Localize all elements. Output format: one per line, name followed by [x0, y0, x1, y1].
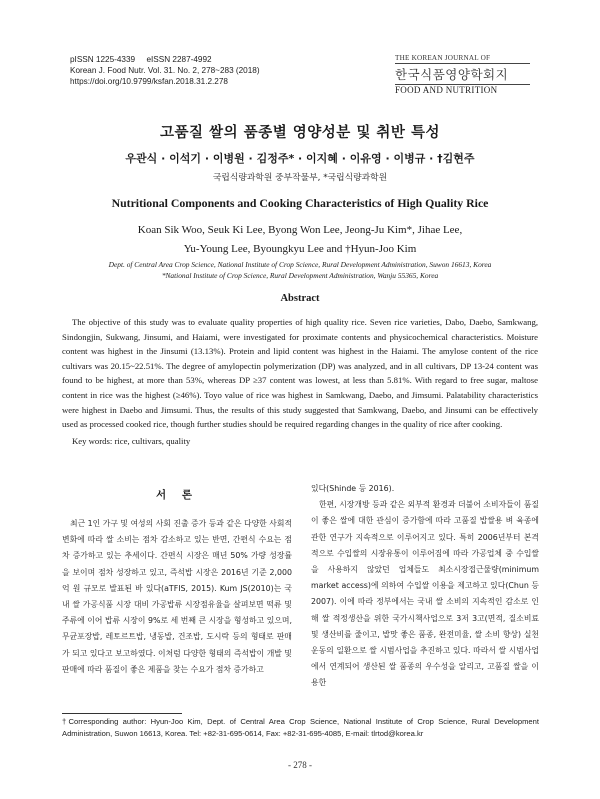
affiliation-english-line-2: *National Institute of Crop Science, Rural Development Administration, Wanju 55365, Korea [161, 271, 439, 280]
doi-link[interactable]: https://doi.org/10.9799/ksfan.2018.31.2.278 [70, 77, 228, 86]
authors-english-line-2: Yu-Young Lee, Byoungkyu Lee and †Hyun-Joo Kim [183, 243, 417, 255]
keywords: Key words: rice, cultivars, quality [72, 436, 191, 446]
affiliation-english-line-1: Dept. of Central Area Crop Science, National Institute of Crop Science, Rural Development Administration, Suwon 16613, Korea [108, 260, 492, 269]
intro-paragraph-2: 한편, 시장개방 등과 같은 외부적 환경과 더불어 소비자들이 품질이 좋은 쌀에 대한 관심이 증가함에 따라 고품질 밥쌀용 벼 육종에 관한 연구가 지속적으로 이루어지고 있다. 특히 2006년부터 본격적으로 수입쌀의 시장유통이 이루어짐에 따라 가공업체 중 수입쌀을 사용하지 않았던 업체들도 최소시장접근물량(minimum market access)에 의하여 수입쌀 이용을 제고하고 있다(Chun 등 2007). 이에 따라 정부에서는 국내 쌀 소비의 지속적인 감소로 인해 쌀 적정생산을 위한 국가시책사업으로 3저 3고(면적, 질소비료 및 생산비를 줄이고, 밥맛 좋은 품종, 완전미율, 쌀 소비 향상) 실천운동의 일환으로 쌀 시범사업을 추진하고 있다. 따라서 쌀 시범사업에서 연계되어 생산된 쌀 품종의 우수성을 알리고, 고품질 쌀을 이용한 [311, 500, 539, 688]
page-number: - 278 - [288, 760, 312, 770]
journal-header [70, 54, 530, 98]
publication-meta [70, 54, 260, 87]
abstract-heading: Abstract [280, 293, 320, 304]
citation-line: Korean J. Food Nutr. Vol. 31. No. 2, 278~283 (2018) [70, 66, 260, 75]
issn-line: pISSN 1225-4339 eISSN 2287-4992 [70, 55, 212, 64]
journal-name-top: THE KOREAN JOURNAL OF [395, 54, 530, 64]
journal-name-bottom: FOOD AND NUTRITION [395, 84, 530, 95]
abstract-body: The objective of this study was to evaluate quality properties of high quality rice. Seven rice varieties, Dabo, Daebo, Samkwang, Sindongjin, Sukwang, Jinsumi, and Haiami, were investigated for proximate contents and physicochemical characteristics. Moisture content was highest in the Jinsumi (13.13%). Protein and lipid content was highest in the Haiami. The amylose content of the rice cultivars was 20.15~22.51%. The degree of amylopectin polymerization (DP) was analyzed, and in all cultivars, DP 13-24 content was found to be highest, at more than 53%, whereas DP ≥37 content was lowest, at less than 5.81%. With regard to free sugar, maltose content in rice was the highest (≥46%). Toyo value of rice was highest in Samkwang, Daebo, and Jimsumi. Palatability characteristics were highest in Daebo and Jimsumi. Thus, the results of this study suggested that Samkwang, Daebo, and Jinsumi can be effectively used as processed cooked rice, though further studies should be required regarding changes in the quality of rice after cooking. [62, 317, 538, 430]
corresponding-author-footnote: †Corresponding author: Hyun-Joo Kim, Dept. of Central Area Crop Science, National Institute of Crop Science, Rural Development Administration, Suwon 16613, Korea. Tel: +82-31-695-0614, Fax: +82-31-695-4085, E-mail: tlrtod@korea.kr [62, 717, 539, 738]
intro-paragraph-continued: 있다(Shinde 등 2016). [311, 484, 395, 493]
intro-paragraph-1: 최근 1인 가구 및 여성의 사회 진출 증가 등과 같은 다양한 사회적 변화에 따라 쌀 소비는 점차 감소하고 있는 반면, 간편식 수요는 점차 증가하고 있는 추세이다. 간편식 시장은 매년 50% 가량 성장률을 보이며 점차 성장하고 있고, 즉석밥 시장은 2016년 기준 2,000억 원 규모로 발표된 바 있다(aTFIS, 2015). Kum JS(2010)는 국내 쌀 가공식품 시장 대비 가공밥류 시장점유율을 살펴보면 떡류 및 주류에 이어 밥류 시장이 9%로 세 번째 큰 시장을 형성하고 있으며, 무균포장밥, 레토르트밥, 냉동밥, 건조밥, 도시락 등의 형태로 판매가 되고 있다고 보고하였다. 이처럼 다양한 형태의 즉석밥이 개발 및 판매에 따라 품질이 좋은 제품을 찾는 수요가 점차 증가하고 [62, 519, 292, 674]
affiliation-korean: 국립식량과학원 중부작물부, *국립식량과학원 [212, 173, 388, 183]
title-korean: 고품질 쌀의 품종별 영양성분 및 취반 특성 [160, 125, 440, 141]
body-column-right [311, 482, 539, 692]
authors-korean: 우관식 · 이석기 · 이병원 · 김정주* · 이지혜 · 이유영 · 이병규 · †김현주 [125, 152, 475, 165]
affiliation-english [0, 259, 600, 281]
footnote-divider [62, 713, 182, 714]
body-column-left [62, 482, 292, 678]
intro-heading: 서 론 [156, 489, 198, 501]
authors-english-line-1: Koan Sik Woo, Seuk Ki Lee, Byong Won Lee, Jeong-Ju Kim*, Jihae Lee, [137, 224, 463, 236]
authors-english [0, 221, 600, 259]
journal-logo [395, 54, 530, 95]
title-english: Nutritional Components and Cooking Characteristics of High Quality Rice [111, 196, 489, 210]
journal-name-korean: 한국식품영양학회지 [395, 67, 509, 82]
